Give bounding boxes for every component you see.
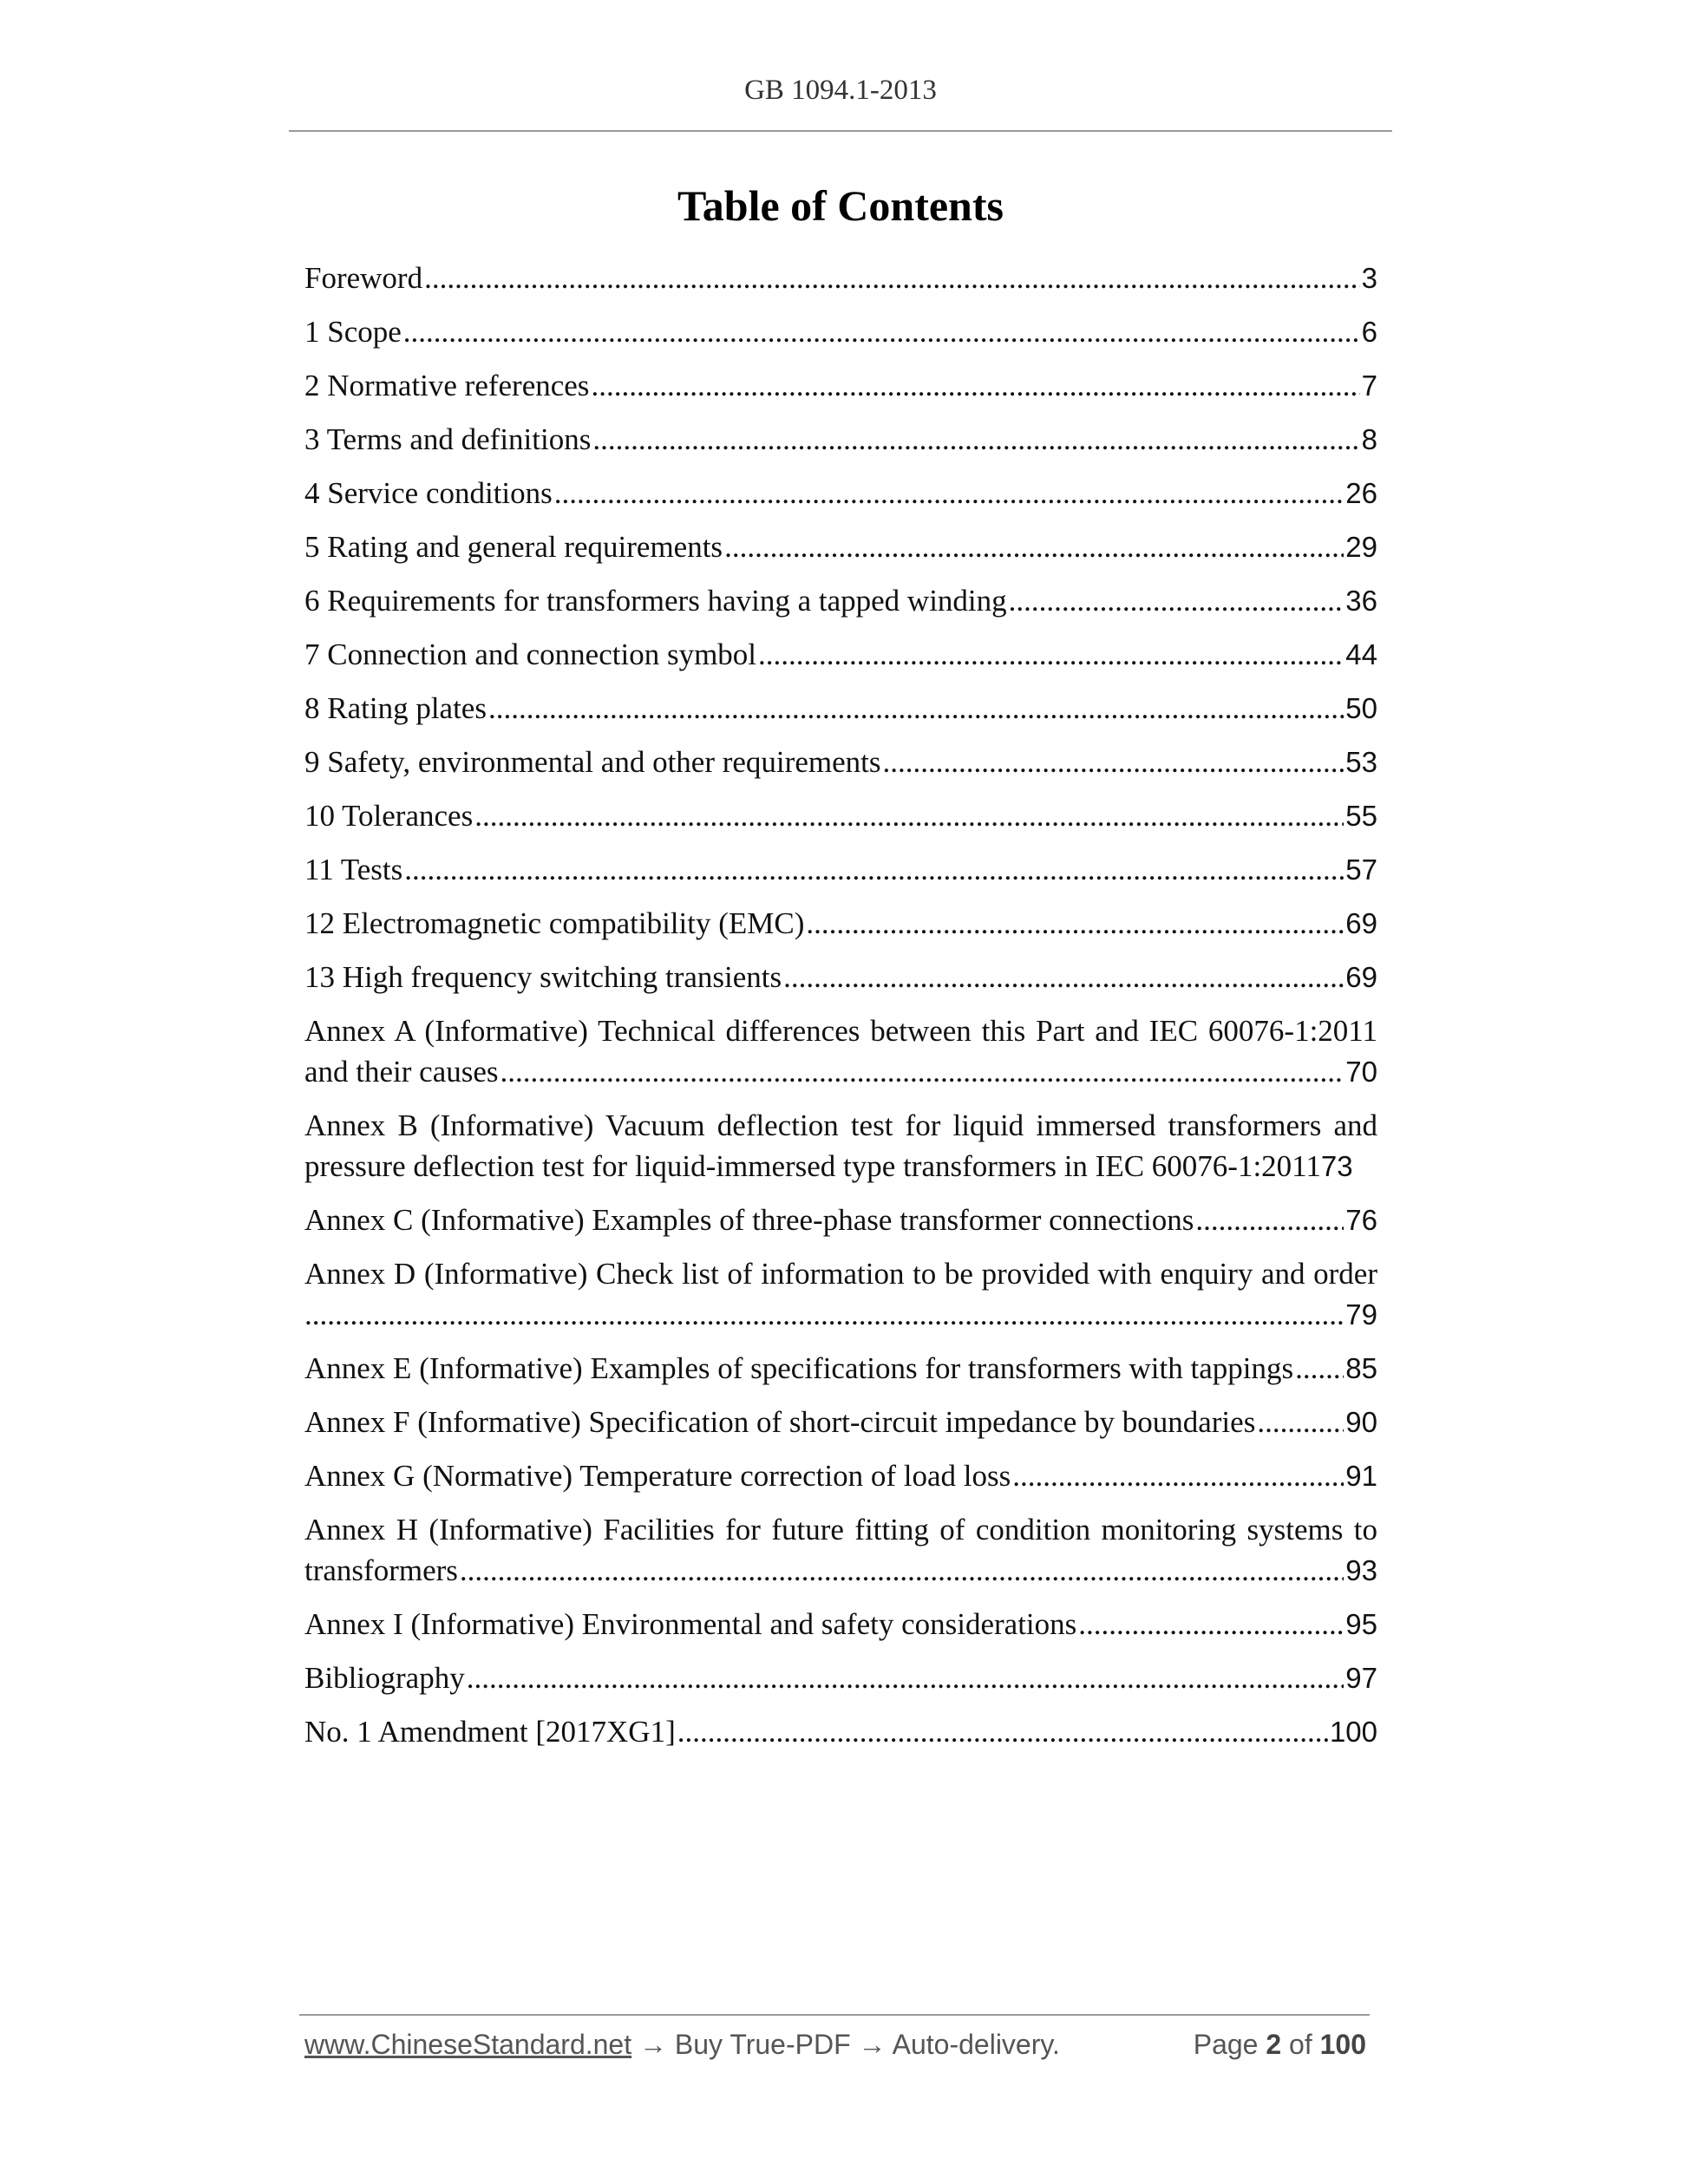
toc-entry-service-conditions[interactable] [304,473,1377,513]
website-link[interactable]: www.ChineseStandard.net [304,2029,632,2060]
footer-divider [299,2014,1370,2016]
toc-entry-annex-b[interactable] [304,1105,1377,1187]
dot-leader [424,258,1360,298]
dot-leader [404,849,1344,890]
toc-entry-text: transformers [304,1553,458,1587]
toc-entry-annex-d[interactable] [304,1253,1377,1335]
toc-entry-annex-g[interactable] [304,1455,1377,1496]
toc-entry-text: 12 Electromagnetic compatibility (EMC) [304,906,805,940]
toc-page-number: 76 [1345,1204,1377,1236]
toc-entry-annex-f[interactable] [304,1402,1377,1442]
dot-leader [1078,1604,1344,1645]
toc-entry-text: 4 Service conditions [304,476,553,510]
toc-entry-text: pressure deflection test for liquid-immersed type transformers in IEC 60076-1:2011 [304,1149,1321,1183]
toc-entry-tests[interactable] [304,849,1377,890]
toc-entry-safety-environmental[interactable] [304,742,1377,782]
toc-entry-tapped-winding[interactable] [304,580,1377,621]
toc-entry-text: 3 Terms and definitions [304,422,592,456]
toc-entry-rating-general-requirements[interactable] [304,526,1377,567]
dot-leader [554,473,1345,513]
toc-entry-text: and their causes [304,1055,499,1089]
dot-leader [1295,1348,1344,1389]
toc-page-number: 7 [1361,369,1377,402]
dot-leader [460,1550,1344,1591]
toc-entry-text: 7 Connection and connection symbol [304,638,757,671]
toc-page-number: 91 [1345,1460,1377,1492]
toc-page-number: 50 [1345,692,1377,724]
toc-page-number: 85 [1345,1352,1377,1384]
dot-leader [1012,1455,1344,1496]
dot-leader [1257,1402,1344,1442]
toc-entry-scope[interactable] [304,311,1377,352]
dot-leader [882,742,1344,782]
toc-entry-foreword[interactable] [304,258,1377,298]
toc-entry-text: Annex E (Informative) Examples of specifications for transformers with tappings [304,1351,1294,1385]
toc-entry-text: 2 Normative references [304,369,590,402]
toc-entry-annex-i[interactable] [304,1604,1377,1645]
dot-leader [591,365,1359,406]
toc-page-number: 36 [1345,585,1377,617]
toc-entry-text: 8 Rating plates [304,691,487,725]
toc-entry-text: 11 Tests [304,853,403,886]
toc-page-number: 6 [1361,316,1377,348]
page-current: 2 [1266,2029,1282,2060]
toc-entry-text-first-line: Annex H (Informative) Facilities for future fitting of condition monitoring systems to [304,1513,1377,1546]
toc-entry-text-first-line: Annex D (Informative) Check list of information to be provided with enquiry and order [304,1257,1377,1291]
dot-leader [488,688,1344,729]
buy-text: Buy True-PDF [674,2029,851,2060]
toc-entry-text: Foreword [304,261,423,295]
page-label: Page [1193,2029,1259,2060]
page-header: GB 1094.1-2013 [744,75,937,106]
toc-page-number: 70 [1345,1056,1377,1088]
toc-page-number: 29 [1345,531,1377,563]
dot-leader [592,419,1359,460]
toc-entry-text: Annex C (Informative) Examples of three-phase transformer connections [304,1203,1194,1237]
toc-page-number: 97 [1345,1662,1377,1694]
dot-leader [304,1294,1344,1335]
toc-entry-text: 9 Safety, environmental and other requirements [304,745,881,779]
toc-entry-text: Bibliography [304,1661,465,1695]
toc-page-number: 69 [1345,961,1377,993]
toc-entry-rating-plates[interactable] [304,688,1377,729]
toc-entry-terms-and-definitions[interactable] [304,419,1377,460]
toc-entry-amendment[interactable] [304,1711,1377,1752]
toc-entry-tolerances[interactable] [304,795,1377,836]
toc-page-number: 93 [1345,1554,1377,1586]
toc-page-number: 3 [1361,262,1377,294]
dot-leader [1195,1200,1344,1240]
toc-entry-normative-references[interactable] [304,365,1377,406]
toc-page-number: 44 [1345,638,1377,670]
toc-entry-bibliography[interactable] [304,1658,1377,1698]
dot-leader [677,1711,1328,1752]
toc-entry-connection-symbol[interactable] [304,634,1377,675]
page-title: Table of Contents [677,181,1004,230]
toc-entry-annex-e[interactable] [304,1348,1377,1389]
toc-page-number: 69 [1345,907,1377,939]
toc-entry-text-first-line: Annex A (Informative) Technical differences between this Part and IEC 60076-1:2011 [304,1014,1377,1048]
toc-page-number: 57 [1345,853,1377,886]
page-indicator [1194,2029,1366,2061]
toc-entry-switching-transients[interactable] [304,957,1377,997]
toc-entry-emc[interactable] [304,903,1377,944]
dot-leader [724,526,1344,567]
dot-leader [758,634,1344,675]
toc-entry-text: Annex F (Informative) Specification of short-circuit impedance by boundaries [304,1405,1256,1439]
page-of: of [1289,2029,1312,2060]
dot-leader [806,903,1344,944]
toc-page-number: 95 [1345,1608,1377,1640]
toc-page-number: 55 [1345,800,1377,832]
arrow-icon: → [858,2029,887,2060]
toc-page-number: 79 [1345,1298,1377,1331]
toc-page-number: 73 [1320,1150,1353,1182]
toc-page-number: 26 [1345,477,1377,509]
dot-leader [467,1658,1345,1698]
dot-leader [403,311,1360,352]
toc-entry-text: Annex I (Informative) Environmental and safety considerations [304,1607,1077,1641]
toc-entry-text: 1 Scope [304,315,402,349]
dot-leader [1009,580,1345,621]
header-divider [289,130,1392,132]
delivery-text: Auto-delivery. [892,2029,1060,2060]
toc-page-number: 90 [1345,1406,1377,1438]
page-total: 100 [1319,2029,1366,2060]
toc-entry-text: 10 Tolerances [304,799,474,833]
toc-entry-annex-h[interactable] [304,1509,1377,1591]
footer-promo [304,2029,1060,2061]
dot-leader [501,1051,1345,1092]
table-of-contents [304,258,1377,1765]
toc-entry-annex-a[interactable] [304,1010,1377,1092]
dot-leader [783,957,1344,997]
toc-entry-annex-c[interactable] [304,1200,1377,1240]
arrow-icon: → [639,2029,667,2060]
toc-page-number: 100 [1329,1716,1377,1748]
toc-entry-text: 13 High frequency switching transients [304,960,782,994]
toc-entry-text: 5 Rating and general requirements [304,530,723,564]
toc-entry-text: No. 1 Amendment [2017XG1] [304,1715,676,1749]
toc-entry-text: Annex G (Normative) Temperature correction of load loss [304,1459,1011,1493]
toc-entry-text-first-line: Annex B (Informative) Vacuum deflection test for liquid immersed transformers and [304,1108,1377,1142]
dot-leader [474,795,1344,836]
toc-page-number: 8 [1361,423,1377,455]
toc-page-number: 53 [1345,746,1377,778]
toc-entry-text: 6 Requirements for transformers having a tapped winding [304,584,1007,618]
